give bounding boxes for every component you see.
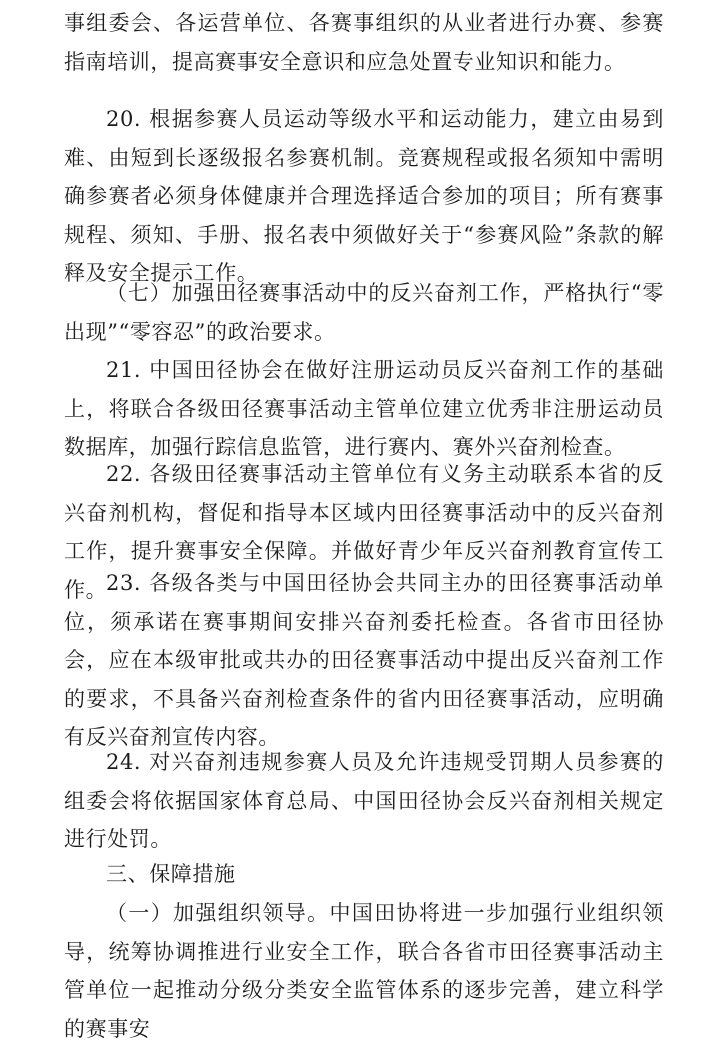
paragraph-item-21: 21. 中国田径协会在做好注册运动员反兴奋剂工作的基础上，将联合各级田径赛事活动主管单位建立优秀非注册运动员数据库，加强行踪信息监管，进行赛内、赛外兴奋剂检查。 [64, 358, 664, 460]
paragraph-measures-1: （一）加强组织领导。中国田协将进一步加强行业组织领导，统筹协调推进行业安全工作，联合各省市田径赛事活动主管单位一起推动分级分类安全监管体系的逐步完善，建立科学的赛事安 [64, 901, 664, 1041]
paragraph-continuation: 事组委会、各运营单位、各赛事组织的从业者进行办赛、参赛指南培训，提高赛事安全意识和应急处置专业知识和能力。 [64, 11, 664, 74]
paragraph-item-24: 24. 对兴奋剂违规参赛人员及允许违规受罚期人员参赛的组委会将依据国家体育总局、中国田径协会反兴奋剂相关规定进行处罚。 [64, 750, 664, 852]
paragraph-item-20: 20. 根据参赛人员运动等级水平和运动能力，建立由易到难、由短到长逐级报名参赛机制。竞赛规程或报名须知中需明确参赛者必须身体健康并合理选择适合参加的项目；所有赛事规程、须知、手册、报名表中须做好关于“参赛风险”条款的解释及安全提示工作。 [64, 107, 664, 286]
paragraph-item-23: 23. 各级各类与中国田径协会共同主办的田径赛事活动单位，须承诺在赛事期间安排兴奋剂委托检查。各省市田径协会，应在本级审批或共办的田径赛事活动中提出反兴奋剂工作的要求，不具备兴奋剂检查条件的省内田径赛事活动，应明确有反兴奋剂宣传内容。 [64, 571, 664, 750]
section-heading-7: （七）加强田径赛事活动中的反兴奋剂工作，严格执行“零出现”“零容忍”的政治要求。 [64, 281, 664, 344]
paragraph-item-22: 22. 各级田径赛事活动主管单位有义务主动联系本省的反兴奋剂机构，督促和指导本区域内田径赛事活动中的反兴奋剂工作，提升赛事安全保障。并做好青少年反兴奋剂教育宣传工作。 [64, 462, 664, 602]
section-heading-3: 三、保障措施 [106, 862, 236, 886]
